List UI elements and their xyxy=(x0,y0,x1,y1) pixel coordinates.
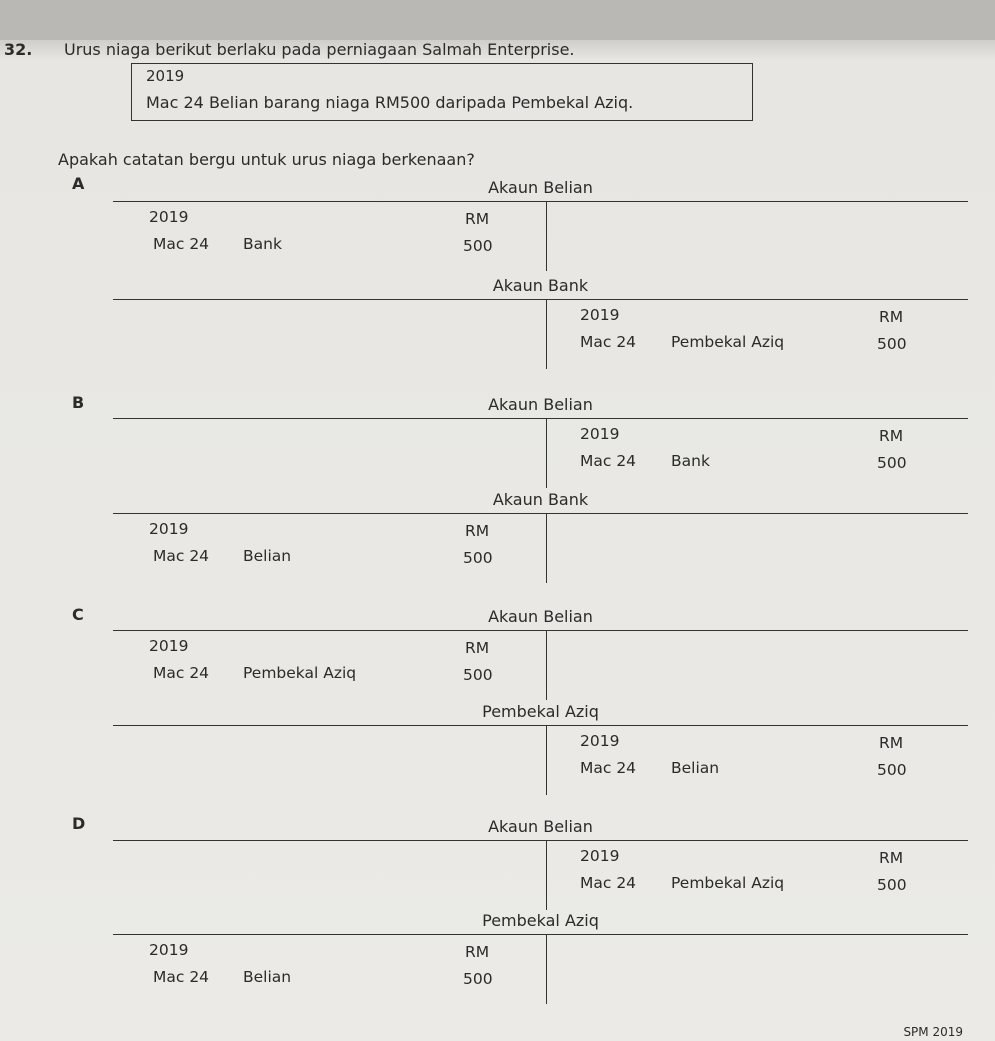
entry-currency: RM xyxy=(879,734,904,752)
entry-date: Mac 24 xyxy=(153,664,210,682)
entry-amount: 500 xyxy=(463,970,493,988)
option-c-label[interactable]: C xyxy=(72,605,84,624)
ledger-divider xyxy=(546,630,547,700)
entry-description: Pembekal Aziq xyxy=(243,664,357,682)
ledger-title: Pembekal Aziq xyxy=(482,702,599,721)
entry-date: Mac 24 xyxy=(153,235,210,253)
entry-date: Mac 24 xyxy=(580,452,637,470)
ledger-account xyxy=(113,397,968,495)
entry-currency: RM xyxy=(879,427,904,445)
entry-currency: RM xyxy=(465,639,490,657)
ledger-divider xyxy=(546,201,547,271)
ledger-divider xyxy=(546,840,547,910)
entry-year: 2019 xyxy=(580,306,620,324)
entry-description: Belian xyxy=(671,759,720,777)
ledger-account xyxy=(113,819,968,917)
ledger-divider xyxy=(546,418,547,488)
entry-year: 2019 xyxy=(149,208,189,226)
ledger-title: Akaun Bank xyxy=(492,276,589,295)
entry-date: Mac 24 xyxy=(153,968,210,986)
entry-amount: 500 xyxy=(877,876,907,894)
ledger-top-rule xyxy=(113,934,968,935)
ledger-divider xyxy=(546,299,547,369)
ledger-title: Pembekal Aziq xyxy=(482,911,599,930)
entry-amount: 500 xyxy=(463,666,493,684)
entry-year: 2019 xyxy=(149,637,189,655)
entry-year: 2019 xyxy=(580,847,620,865)
ledger-top-rule xyxy=(113,725,968,726)
entry-amount: 500 xyxy=(877,761,907,779)
option-a-label[interactable]: A xyxy=(72,174,85,193)
photo-top-band xyxy=(0,0,995,40)
entry-description: Pembekal Aziq xyxy=(671,874,785,892)
entry-amount: 500 xyxy=(463,549,493,567)
entry-date: Mac 24 xyxy=(580,874,637,892)
ledger-account xyxy=(113,180,968,278)
option-d-label[interactable]: D xyxy=(72,814,86,833)
entry-date: Mac 24 xyxy=(580,759,637,777)
entry-year: 2019 xyxy=(149,520,189,538)
entry-description: Belian xyxy=(243,547,292,565)
ledger-divider xyxy=(546,513,547,583)
entry-amount: 500 xyxy=(877,335,907,353)
ledger-top-rule xyxy=(113,840,968,841)
entry-description: Bank xyxy=(671,452,710,470)
ledger-top-rule xyxy=(113,418,968,419)
entry-currency: RM xyxy=(465,210,490,228)
entry-year: 2019 xyxy=(580,732,620,750)
ledger-account xyxy=(113,492,968,590)
entry-description: Pembekal Aziq xyxy=(671,333,785,351)
question-number: 32. xyxy=(4,40,33,59)
entry-amount: 500 xyxy=(877,454,907,472)
entry-description: Belian xyxy=(243,968,292,986)
ledger-account xyxy=(113,278,968,376)
question-prompt: Apakah catatan bergu untuk urus niaga berkenaan? xyxy=(58,150,475,169)
ledger-title: Akaun Belian xyxy=(488,178,593,197)
entry-description: Bank xyxy=(243,235,282,253)
ledger-divider xyxy=(546,725,547,795)
ledger-account xyxy=(113,609,968,707)
transaction-year: 2019 xyxy=(146,67,185,85)
transaction-entry: Mac 24 Belian barang niaga RM500 daripada Pembekal Aziq. xyxy=(146,93,634,112)
entry-currency: RM xyxy=(465,943,490,961)
ledger-title: Akaun Belian xyxy=(488,395,593,414)
question-text: Urus niaga berikut berlaku pada perniagaan Salmah Enterprise. xyxy=(64,40,575,59)
entry-year: 2019 xyxy=(149,941,189,959)
entry-currency: RM xyxy=(879,308,904,326)
entry-currency: RM xyxy=(465,522,490,540)
ledger-divider xyxy=(546,934,547,1004)
entry-year: 2019 xyxy=(580,425,620,443)
ledger-account xyxy=(113,913,968,1011)
ledger-top-rule xyxy=(113,630,968,631)
ledger-top-rule xyxy=(113,299,968,300)
entry-amount: 500 xyxy=(463,237,493,255)
entry-date: Mac 24 xyxy=(580,333,637,351)
ledger-title: Akaun Belian xyxy=(488,607,593,626)
option-b-label[interactable]: B xyxy=(72,393,85,412)
source-footer: SPM 2019 xyxy=(903,1025,963,1039)
transaction-box xyxy=(131,63,753,121)
ledger-title: Akaun Bank xyxy=(492,490,589,509)
ledger-title: Akaun Belian xyxy=(488,817,593,836)
ledger-top-rule xyxy=(113,201,968,202)
ledger-top-rule xyxy=(113,513,968,514)
ledger-account xyxy=(113,704,968,802)
entry-date: Mac 24 xyxy=(153,547,210,565)
entry-currency: RM xyxy=(879,849,904,867)
